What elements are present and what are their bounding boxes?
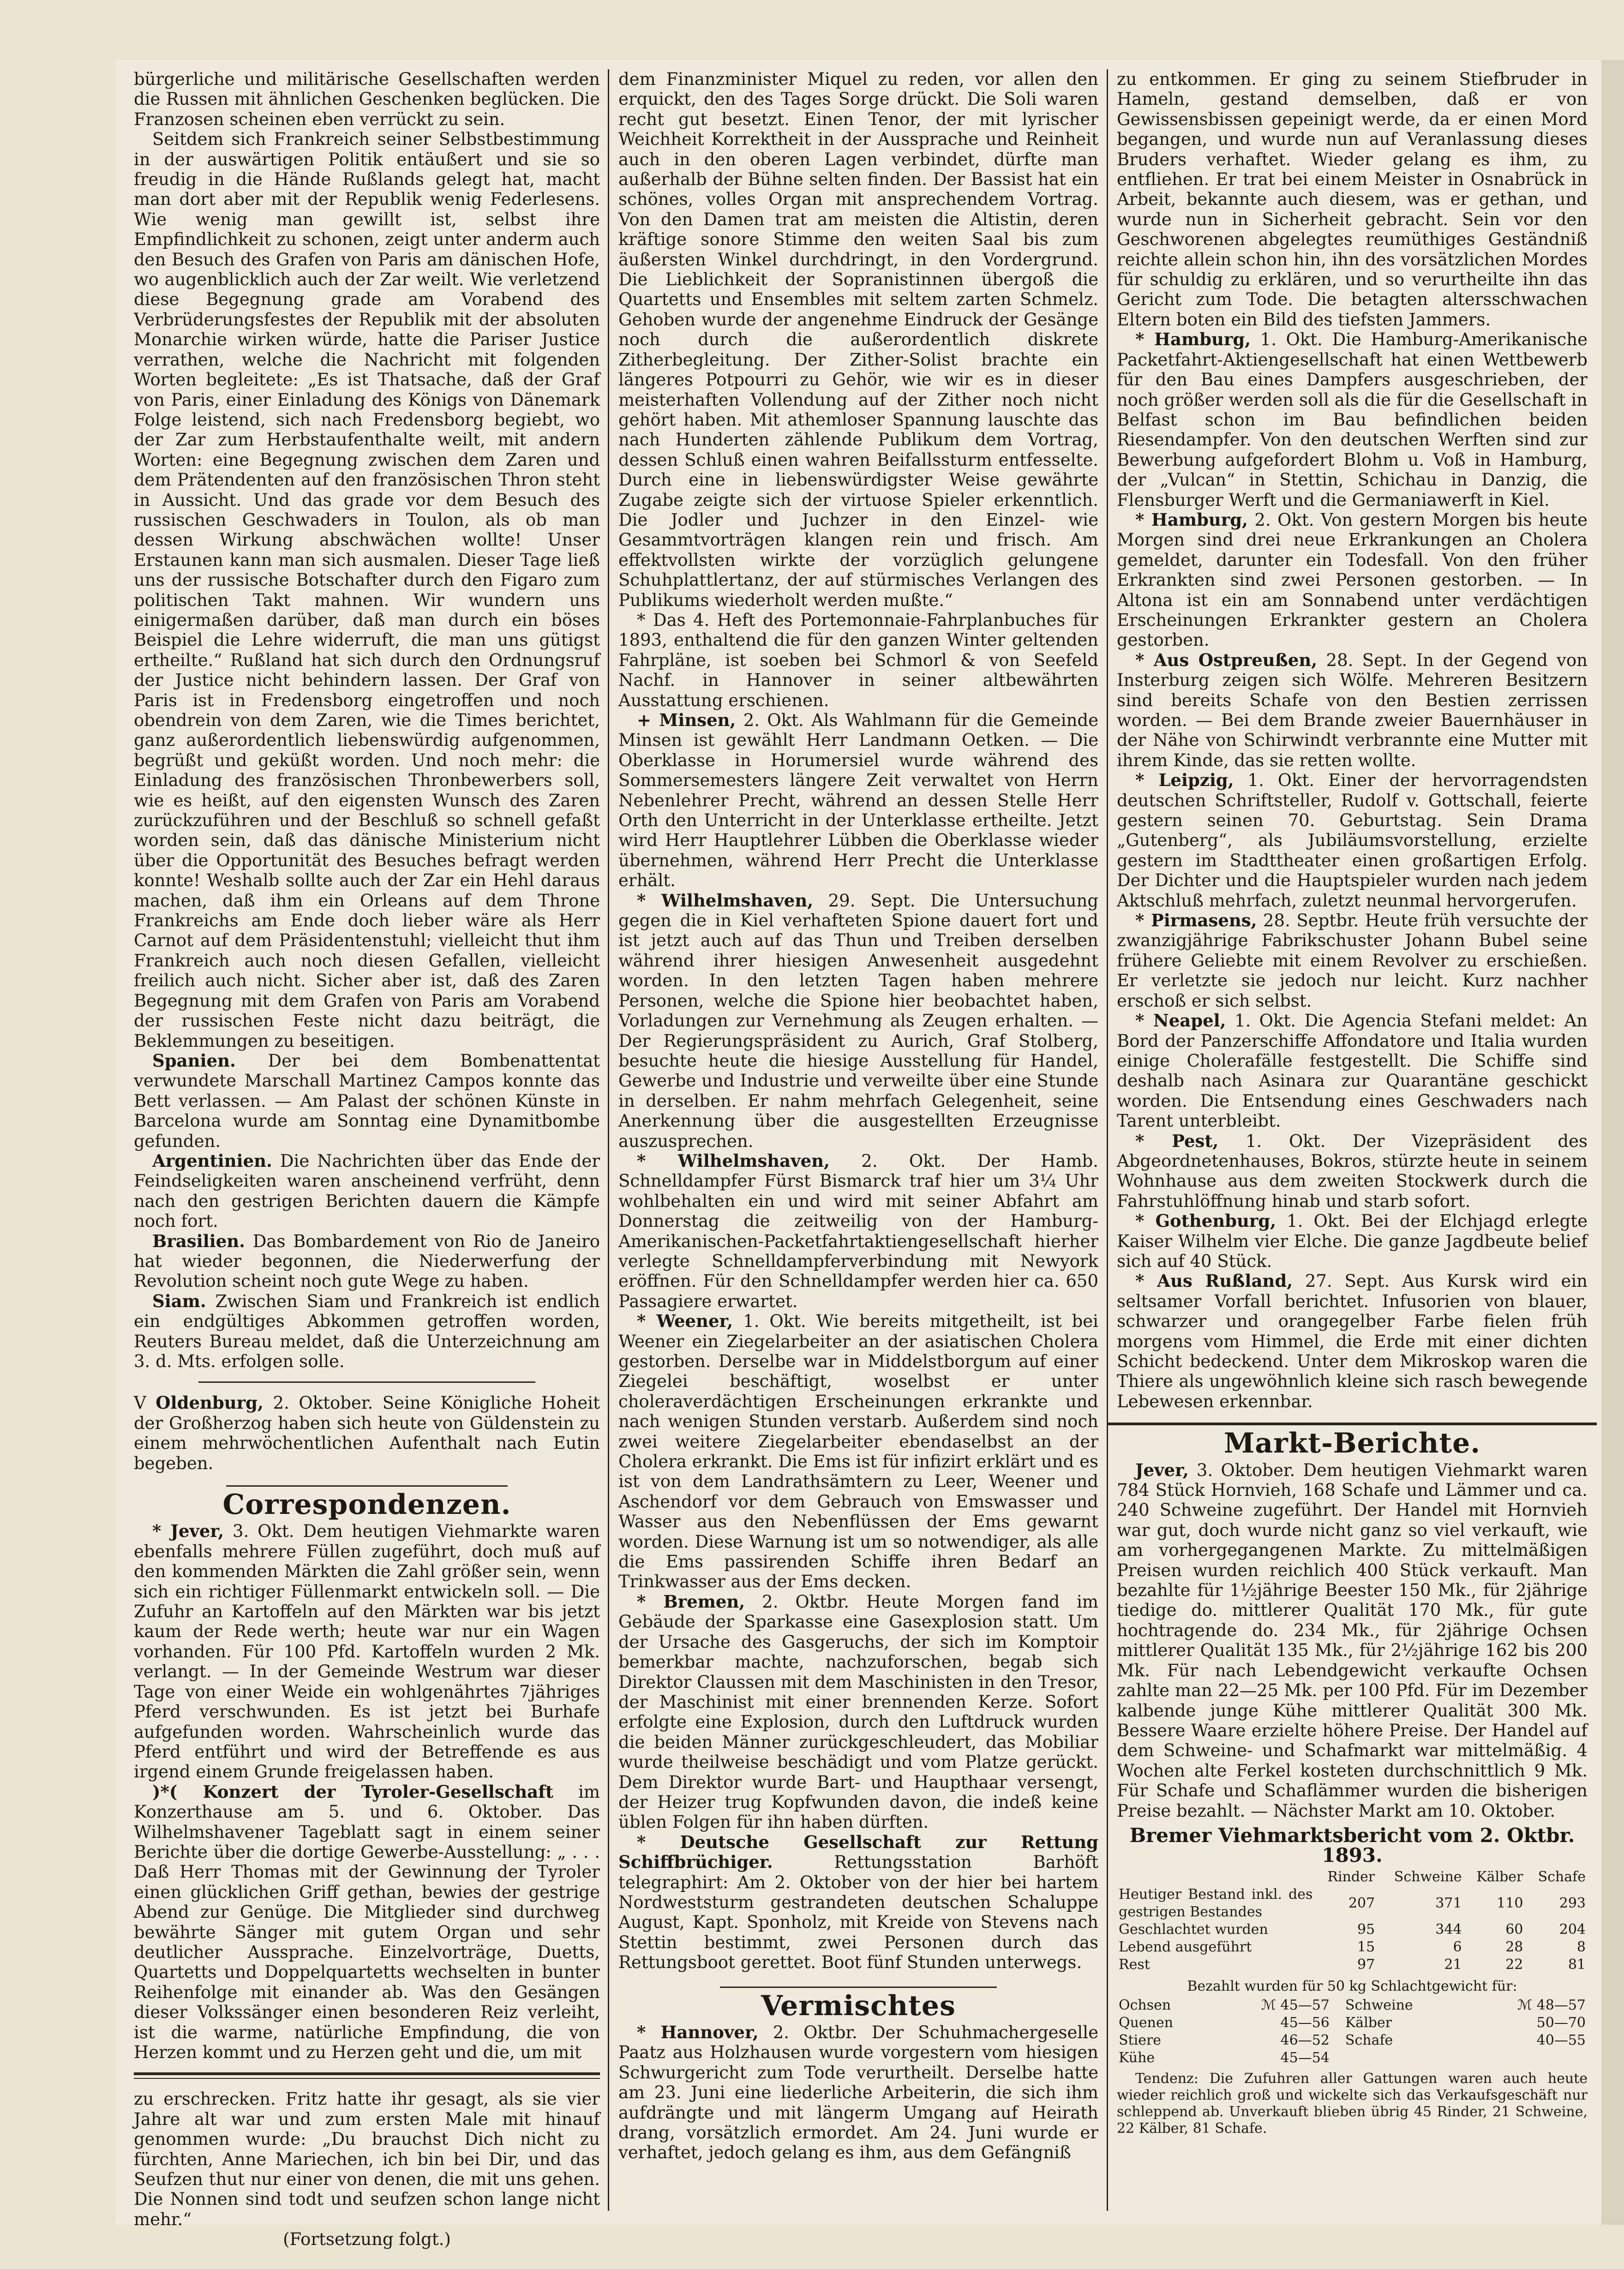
column-divider-1	[608, 69, 609, 2211]
table-row	[1117, 1886, 1588, 1921]
item-text: 2. Okt. Als Wahlmann für die Gemeinde Minsen ist gewählt Herr Landmann Oetken. — Die Oberklasse in Horumersiel wurde während des Sommersemesters längere Zeit verwaltet von Herrn Nebenlehrer Precht, während an dessen Stelle Herr Orth den Unterricht in der Unterklasse ertheilte. Jetzt wird Herr Hauptlehrer Lübben die Oberklasse wieder übernehmen, während Herr Precht die Unterklasse erhält.	[618, 710, 1098, 891]
item-place: * Bremen,	[637, 1591, 745, 1612]
news-item-russland	[1117, 1271, 1588, 1411]
item-text: 1. Okt. Die Hamburg-Amerikanische Packetfahrt-Aktiengesellschaft hat einen Wettbewerb für den Bau eines Dampfers ausgeschrieben, der noch größer werden soll als die für die Gesellschaft in Belfast schon im Bau befindlichen beiden Riesendampfer. Von den deutschen Werften sind zur Bewerbung aufgefordert Blohm u. Voß in Hamburg, der „Vulcan“ in Stettin, Schichau in Danzig, die Flensburger Werft und die Germaniawerft in Kiel.	[1117, 330, 1588, 510]
table-cell: Geschlachtet wurden	[1119, 1921, 1268, 1938]
table-cell: Rest	[1119, 1956, 1150, 1973]
country-item-siam	[134, 1291, 600, 1372]
item-text: 3. Okt. Dem heutigen Viehmarkte waren ebenfalls mehrere Füllen zugeführt, doch muß auf den kommenden Märkten die Zahl größer sein, wenn sich ein richtiger Füllenmarkt entwickeln soll. — Die Zufuhr an Kartoffeln auf den Märkten war bis jetzt kaum der Rede werth; heute war nur ein Wagen vorhanden. Für 100 Pfd. Kartoffeln wurden 2 Mk. verlangt. — In der Gemeinde Westrum war dieser Tage von einer Weide ein wohlgenährtes 7jähriges Pferd verschwunden. Es ist jetzt bei Burhafe aufgefunden worden. Wahrscheinlich wurde das Pferd entführt und wird der Betreffende es aus irgend einem Grunde freigelassen haben.	[134, 1521, 600, 1782]
table-cell: 40—55	[1536, 2032, 1586, 2048]
item-text: Rettungsstation Barhöft telegraphirt: Am 2. Oktober von der hier bei hartem Nordweststurm gestrandeten deutschen Schaluppe August, Kapt. Sponholz, mit Kreide von Stevens nach Stettin bestimmt, zwei Personen durch das Rettungsboot gerettet. Boot fünf Stunden unterwegs.	[618, 1852, 1098, 1973]
news-item-ostpreussen	[1117, 650, 1588, 770]
table-cell: ℳ 48—57	[1517, 1997, 1586, 2013]
item-place: * Gothenburg,	[1135, 1211, 1276, 1231]
separator-line	[720, 1987, 997, 1988]
item-place: * Aus Ostpreußen,	[1135, 649, 1318, 670]
table-row	[1117, 1997, 1588, 2014]
column-divider-2	[1107, 69, 1108, 2211]
item-place: * Hannover,	[637, 2022, 759, 2042]
page-edge-shadow	[1601, 60, 1624, 2225]
country-text: Das Bombardement von Rio de Janeiro hat wieder begonnen, die Niederwerfung der Revolution scheint noch gute Wege zu haben.	[134, 1231, 600, 1291]
table-cell: 204	[1559, 1921, 1586, 1938]
item-place: * Aus Rußland,	[1135, 1271, 1293, 1291]
item-text: 2. Okt. Der Hamb. Schnelldampfer Fürst Bismarck traf hier um 3¼ Uhr wohlbehalten ein und wird mit seiner Abfahrt am Donnerstag die zeitweilig von der Hamburg-Amerikanischen-Packetfahrtaktiengesellschaft hierher verlegte Schnelldampferverbindung mit Newyork eröffnen. Für den Schnelldampfer werden hier ca. 650 Passagiere erwartet.	[618, 1151, 1098, 1311]
misc-item-hannover	[618, 2023, 1098, 2163]
table-cell: 50—70	[1536, 2014, 1586, 2031]
newspaper-page	[115, 60, 1601, 2250]
item-text: 1. Okt. Einer der hervorragendsten deutschen Schriftsteller, Rudolf v. Gottschall, feierte gestern seinen 70. Geburtstag. Sein Drama „Gutenberg“, als Jubiläumsvorstellung, erzielte gestern im Stadttheater einen großartigen Erfolg. Der Dichter und die Hauptspieler wurden nach jedem Aktschluß mehrfach, zuletzt neunmal hervorgerufen.	[1117, 770, 1588, 911]
column-1	[134, 69, 600, 2250]
table-cell: 81	[1568, 1956, 1586, 1973]
table-cell: 293	[1559, 1895, 1586, 1911]
table-cell: 344	[1435, 1921, 1462, 1938]
table-cell: Kühe	[1119, 2049, 1155, 2066]
market-separator	[1108, 1423, 1597, 1425]
country-text: Zwischen Siam und Frankreich ist endlich ein endgültiges Abkommen getroffen worden, Reuters Bureau meldet, daß die Unterzeichnung am 3. d. Mts. erfolgen solle.	[134, 1291, 600, 1371]
table-header: Schweine	[1394, 1868, 1462, 1885]
column-3	[1117, 69, 1588, 2220]
country-item-brazil	[134, 1231, 600, 1291]
country-name: Spanien.	[152, 1050, 236, 1071]
item-place: * Pest,	[1135, 1130, 1219, 1151]
item-place: * Weener,	[637, 1311, 733, 1332]
news-item-minsen	[618, 710, 1098, 891]
country-name: Siam.	[152, 1291, 206, 1311]
table-header	[1117, 1868, 1314, 1886]
table-row	[1117, 1939, 1588, 1956]
item-text: 2. Oktbr. Der Schuhmachergeselle Paatz aus Holzhausen wurde vorgestern vom hiesigen Schwurgericht zum Tode verurtheilt. Derselbe hatte am 23. Juni eine liederliche Arbeiterin, die sich ihm aufdrängte und mit längerm Umgang auf Heirath drang, vorsätzlich ermordet. Am 24. Juni wurde er verhaftet, jedoch gelang es ihm, aus dem Gefängniß	[618, 2023, 1098, 2163]
item-text: 29. Sept. Die Untersuchung gegen die in Kiel verhafteten Spione dauert fort und ist jetzt auch auf das Thun und Treiben derselben während ihrer hiesigen Anwesenheit ausgedehnt worden. In den letzten Tagen haben mehrere Personen, welche die Spione hier beobachtet haben, Vorladungen zur Vernehmung als Zeugen erhalten. — Der Regierungspräsident zu Aurich, Graf Stolberg, besuchte heute die hiesige Ausstellung für Handel, Gewerbe und Industrie und verweilte über eine Stunde in derselben. Er nahm mehrfach Gelegenheit, seine Anerkennung über die ausgestellten Erzeugnisse auszusprechen.	[618, 890, 1099, 1151]
item-place: * Deutsche Gesellschaft zur Rettung Schiffbrüchiger.	[618, 1831, 1098, 1873]
country-item-spain	[134, 1051, 600, 1151]
col1-paragraph: bürgerliche und militärische Gesellschaften werden die Russen mit ähnlichen Geschenken beglücken. Die Franzosen scheinen eben verrückt zu sein.	[134, 69, 600, 129]
col2-paragraph: * Das 4. Heft des Portemonnaie-Fahrplanbuches für 1893, enthaltend die für den ganzen Winter geltenden Fahrpläne, ist soeben bei Schmorl & von Seefeld Nachf. in Hannover in seiner altbewährten Ausstattung erschienen.	[618, 610, 1098, 710]
item-place: * Hamburg,	[1135, 509, 1248, 530]
table-cell: 21	[1444, 1956, 1462, 1973]
item-place: * Wilhelmshaven,	[637, 1150, 830, 1171]
table-cell: 207	[1348, 1895, 1375, 1911]
item-text: 1. Okt. Wie bereits mitgetheilt, ist bei Weener ein Ziegelarbeiter an der asiatischen Cholera gestorben. Derselbe war in Middelstborgum auf einer Ziegelei beschäftigt, woselbst er unter choleraverdächtigen Erscheinungen erkrankte und nach wenigen Stunden verstarb. Außerdem sind noch zwei weitere Ziegelarbeiter ebendaselbst an der Cholera erkrankt. Die Ems ist für infizirt erklärt und es ist von dem Landrathsämtern zu Leer, Weener und Aschendorf vor dem Gebrauch von Emswasser und Wasser aus den Nebenflüssen der Ems gewarnt worden. Diese Warnung ist um so notwendiger, als alle die Ems passirenden Schiffe ihren Bedarf an Trinkwasser aus der Ems decken.	[618, 1311, 1098, 1592]
table-cell: Lebend ausgeführt	[1119, 1939, 1252, 1955]
bremen-report-title: Bremer Viehmarktsbericht vom 2. Oktbr. 1893.	[1129, 1824, 1575, 1867]
news-item-wilhelmshaven	[618, 891, 1098, 1151]
news-item-pest	[1117, 1131, 1588, 1212]
item-place: * Neapel,	[1135, 1010, 1226, 1031]
misc-title: Vermischtes	[761, 1989, 956, 2022]
item-place: )*( Konzert der Tyroler-Gesellschaft	[152, 1781, 554, 1802]
table-cell: Kälber	[1345, 2014, 1392, 2031]
item-text: 1. Okt. Bei der Elchjagd erlegte Kaiser Wilhelm vier Elche. Die ganze Jagdbeute belief sich auf 40 Stück.	[1117, 1211, 1588, 1271]
table-cell: ℳ 45—57	[1261, 1997, 1330, 2013]
country-name: Brasilien.	[152, 1231, 246, 1251]
item-place: * Wilhelmshaven,	[637, 890, 814, 911]
table-cell: Schafe	[1345, 2032, 1393, 2048]
market-item-jever	[1117, 1460, 1588, 1821]
news-item-wilhelmshaven-2	[618, 1151, 1098, 1311]
table-cell: 22	[1505, 1956, 1523, 1973]
news-item-neapel	[1117, 1011, 1588, 1131]
news-item-weener	[618, 1311, 1098, 1592]
table-cell	[1469, 2049, 1588, 2067]
item-text: 1. Okt. Die Agencia Stefani meldet: An Bord der Panzerschiffe Affondatore und Italia wurden einige Cholerafälle festgestellt. Die Schiffe sind deshalb nach Asinara zur Quarantäne geschickt worden. Die Entsendung eines Geschwaders nach Tarent unterbleibt.	[1117, 1011, 1588, 1131]
oldenburg-text: 2. Oktober. Seine Königliche Hoheit der Großherzog haben sich heute von Güldenstein zu einem mehrwöchentlichen Aufenthalt nach Eutin begeben.	[134, 1393, 600, 1473]
country-name: Argentinien.	[152, 1150, 272, 1171]
item-place: Jever,	[1135, 1459, 1189, 1480]
item-text: 28. Septbr. Heute früh versuchte der zwanzigjährige Fabrikschuster Johann Bubel seine frühere Geliebte mit einem Revolver zu erschießen. Er verletzte sie jedoch nur leicht. Kurz nachher erschoß er sich selbst.	[1117, 911, 1588, 1011]
column-2	[618, 69, 1098, 2220]
item-text: 27. Sept. Aus Kursk wird ein seltsamer Vorfall berichtet. Infusorien von blauer, schwarzer und orangegelber Farbe fielen früh morgens vom Himmel, die Erde mit einer dichten Schicht bedeckend. Unter dem Mikroskop waren die Thiere als ungewöhnlich kleine sich rasch bewegende Lebewesen erkennbar.	[1117, 1271, 1588, 1411]
table-cell	[1331, 2049, 1469, 2067]
news-item-gothenburg	[1117, 1211, 1588, 1271]
table-cell: 45—56	[1280, 2014, 1330, 2031]
table-cell: 6	[1453, 1939, 1462, 1955]
market-title: Markt-Berichte.	[1223, 1427, 1481, 1460]
item-place: * Leipzig,	[1135, 770, 1234, 791]
table-row	[1117, 2049, 1588, 2067]
item-text: im Konzerthause am 5. und 6. Oktober. Das Wilhelmshavener Tageblatt sagt in einem seiner Berichte über die dortige Gewerbe-Ausstellung: „ . . . Daß Herr Thomas mit der Gewinnung der Tyroler einen glücklichen Griff gethan, bewies der gestrige Abend zur Genüge. Die Mitglieder sind durchweg bewährte Sänger mit gutem Organ und sehr deutlicher Aussprache. Einzelvorträge, Duetts, Quartetts und Doppelquartetts wechselten in bunter Reihenfolge mit einander ab. Was den Gesängen dieser Volkssänger einen besonderen Reiz verleiht, ist die warme, natürliche Empfindung, die von Herzen kommt und zu Herzen geht und die, um mit	[134, 1782, 600, 2062]
news-item-bremen	[618, 1592, 1098, 1832]
news-item-hamburg	[1117, 330, 1588, 510]
table-row	[1117, 2014, 1588, 2032]
serial-separator	[134, 2072, 600, 2075]
country-text: Die Nachrichten über das Ende der Feindseligkeiten waren anscheinend verfrüht, denn nach den gestrigen Berichten dauern die Kämpfe noch fort.	[134, 1151, 600, 1231]
table-cell: Stiere	[1119, 2032, 1162, 2048]
news-item-pirmasens	[1117, 911, 1588, 1011]
serial-text: zu erschrecken. Fritz hatte ihr gesagt, als sie vier Jahre alt war und zum ersten Male mit hinauf genommen wurde: „Du brauchst Dich nicht zu fürchten, Anne Mariechen, ich bin bei Dir, und das Seufzen thut nur einer von denen, die mit uns gehen. Die Nonnen sind todt und seufzen schon lange nicht mehr.“	[134, 2089, 600, 2229]
item-text: 28. Sept. In der Gegend von Insterburg zeigen sich Wölfe. Mehreren Besitzern sind bereits Schafe von den Bestien zerrissen worden. — Bei dem Brande zweier Bauernhäuser in der Nähe von Schirwindt verbrannte eine Mutter mit ihrem Kinde, das sie retten wollte.	[1117, 650, 1588, 770]
news-item-rescue	[618, 1832, 1098, 1973]
table-cell: Ochsen	[1119, 1997, 1171, 2013]
table-header: Kälber	[1476, 1868, 1523, 1885]
item-text: 3. Oktober. Dem heutigen Viehmarkt waren 784 Stück Hornvieh, 168 Schafe und Lämmer und ca. 240 Schweine zugeführt. Der Handel mit Hornvieh war gut, doch wurde nicht ganz so viel verkauft, wie am vorhergegangenen Markte. Zu mittelmäßigen Preisen wurden reichlich 400 Stück verkauft. Man bezahlte für 1½jährige Beester 150 Mk., für 2jährige tiedige do. mittlerer Qualität 170 Mk., für gute hochtragende do. 234 Mk., für 2jährige Ochsen mittlerer Qualität 135 Mk., für 2½jährige 162 bis 200 Mk. Für nach Lebendgewicht verkaufte Ochsen zahlte man 22—25 Mk. per 100 Pfd. Für im Dezember kalbende junge Kühe mittlerer Qualität 300 Mk. Bessere Waare erzielte höhere Preise. Der Handel auf dem Schweine- und Schafmarkt war mittelmäßig. 4 Wochen alte Ferkel kosteten durchschnittlich 9 Mk. Für Schafe und Schaflämmer wurden die bisherigen Preise bezahlt. — Nächster Markt am 10. Oktober.	[1117, 1460, 1588, 1821]
news-item-leipzig	[1117, 770, 1588, 911]
item-text: 2. Okt. Von gestern Morgen bis heute Morgen sind drei neue Erkrankungen an Cholera gemeldet, darunter ein Todesfall. Von den früher Erkrankten sind zwei Personen gestorben. — In Altona ist ein am Sonnabend unter verdächtigen Erscheinungen Erkrankter gestern an Cholera gestorben.	[1117, 510, 1588, 650]
table-row	[1117, 1921, 1588, 1939]
price-title: Bezahlt wurden für 50 kg Schlachtgewicht für:	[1187, 1978, 1517, 1994]
col1-paragraph: Seitdem sich Frankreich seiner Selbstbestimmung in der auswärtigen Politik entäußert und sie so freudig in die Hände Rußlands gelegt hat, macht man dort aber mit der Republik wenig Federlesens. Wie wenig man gewillt ist, selbst ihre Empfindlichkeit zu schonen, zeigt unter anderm auch den Besuch des Grafen von Paris am dänischen Hofe, wo augenblicklich auch der Zar weilt. Wie verletzend diese Begegnung grade am Vorabend des Verbrüderungsfestes der Republik mit der absoluten Monarchie wirken würde, hatte die Pariser Justice verrathen, welche die Nachricht mit folgenden Worten begleitete: „Es ist Thatsache, daß der Graf von Paris, einer Einladung des Königs von Dänemark Folge leistend, sich nach Fredensborg begiebt, wo der Zar zum Herbstaufenthalte weilt, mit andern Worten: eine Begegnung zwischen dem Zaren und dem Prätendenten auf den französischen Thron steht in Aussicht. Und das grade vor dem Besuch des russischen Geschwaders in Toulon, als ob man dessen Wirkung abschwächen wollte! Unser Erstaunen kann man sich ausmalen. Dieser Tage ließ uns der russische Botschafter durch den Figaro zum politischen Takt mahnen. Wir wundern uns einigermaßen darüber, daß man durch ein böses Beispiel die Lehre widerruft, die man uns gütigst ertheilte.“ Rußland hat sich durch den Ordnungsruf der Justice nicht behindern lassen. Der Graf von Paris ist in Fredensborg eingetroffen und noch obendrein von dem Zaren, wie die Times berichtet, ganz außerordentlich liebenswürdig aufgenommen, begrüßt und geküßt worden. Und noch mehr: die Einladung des französischen Thronbewerbers soll, wie es heißt, auf den eigensten Wunsch des Zaren zurückzuführen und der Beschluß so schnell gefaßt worden sein, daß das dänische Ministerium nicht über die Opportunität des Besuches befragt werden konnte! Weshalb sollte auch der Zar ein Hehl daraus machen, daß ihm ein Orleans auf dem Throne Frankreichs am Ende doch lieber wäre als Herr Carnot auf dem Präsidentenstuhl; vielleicht thut ihm Frankreich auch noch diesen Gefallen, vielleicht freilich auch nicht. Sicher aber ist, daß des Zaren Begegnung mit dem Grafen von Paris am Vorabend der russischen Feste nicht dazu beiträgt, die Beklemmungen zu beseitigen.	[134, 129, 600, 1051]
table-cell: 15	[1357, 1939, 1375, 1955]
table-cell: 97	[1357, 1956, 1375, 1973]
col3-paragraph: zu entkommen. Er ging zu seinem Stiefbruder in Hameln, gestand demselben, daß er von Gewissensbissen gepeinigt werde, da er einen Mord begangen, und wurde nun auf Veranlassung dieses Bruders verhaftet. Wieder gelang es ihm, zu entfliehen. Er trat bei einem Meister in Osnabrück in Arbeit, bekannte auch diesem, was er gethan, und wurde nun in Sicherheit gebracht. Sein vor den Geschworenen abgelegtes reumüthiges Geständniß reichte allein schon hin, ihn des vorsätzlichen Mordes für schuldig zu erklären, und so verurtheilte ihn das Gericht zum Tode. Die betagten altersschwachen Eltern boten ein Bild des tiefsten Jammers.	[1117, 69, 1588, 330]
serial-continued: (Fortsetzung folgt.)	[283, 2229, 451, 2250]
correspondence-item	[134, 1782, 600, 2063]
country-item-argentina	[134, 1151, 600, 1231]
table-cell: 60	[1505, 1921, 1523, 1938]
table-cell: 371	[1435, 1895, 1462, 1911]
item-text: 1. Okt. Der Vizepräsident des Abgeordnetenhauses, Bokros, stürzte heute in seinem Wohnhause aus dem zweiten Stockwerk durch die Fahrstuhlöffnung hinab und starb sofort.	[1117, 1131, 1588, 1211]
separator-line	[198, 1381, 535, 1383]
item-place: * Jever,	[152, 1521, 224, 1542]
table-row	[1117, 2032, 1588, 2049]
table-cell: Schweine	[1345, 1997, 1413, 2013]
table-header: Rinder	[1327, 1868, 1375, 1885]
oldenburg-item	[134, 1393, 600, 1473]
col2-paragraph: dem Finanzminister Miquel zu reden, vor allen den erquickt, den des Tages Sorge drückt. Die Soli waren recht gut besetzt. Einen Tenor, der mit lyrischer Weichheit Korrektheit in der Aussprache und Reinheit auch in den oberen Lagen verbindet, dürfte man außerhalb der Bühne selten finden. Der Bassist hat ein schönes, volles Organ mit ansprechendem Vortrag. Von den Damen trat am meisten die Altistin, deren kräftige sonore Stimme den weiten Saal bis zum äußersten Winkel durchdringt, in den Vordergrund. Die Lieblichkeit der Sopranistinnen übergoß die Quartetts und Ensembles mit seltem zarten Schmelz. Gehoben wurde der angenehme Eindruck der Gesänge noch durch die außerordentlich diskrete Zitherbegleitung. Der Zither-Solist brachte ein längeres Potpourri zu Gehör, wie wir es in dieser meisterhaften Vollendung auf der Zither noch nicht gehört haben. Mit athemloser Spannung lauschte das nach Hunderten zählende Publikum dem Vortrag, dessen Schluß einen wahren Beifallssturm entfesselte. Durch eine in liebenswürdigster Weise gewährte Zugabe zeigte sich der virtuose Spieler erkenntlich. Die Jodler und Juchzer in den Einzel- wie Gesammtvorträgen klangen rein und frisch. Am effektvollsten wirkte der vorzüglich gelungene Schuhplattlertanz, der auf stürmisches Verlangen des Publikums wiederholt werden mußte.“	[618, 69, 1098, 610]
bremen-report-table	[1117, 1868, 1588, 1974]
serial-separator-thin	[134, 2078, 600, 2079]
table-header: Schafe	[1538, 1868, 1586, 1885]
item-place: * Hamburg,	[1135, 329, 1251, 350]
table-header-row	[1117, 1868, 1588, 1886]
table-cell: 110	[1497, 1895, 1523, 1911]
table-cell: 28	[1505, 1939, 1523, 1955]
separator-line	[226, 1485, 508, 1487]
item-text: 2. Oktbr. Heute Morgen fand im Gebäude der Sparkasse eine Gasexplosion statt. Um der Ursache des Gasgeruchs, der sich im Komptoir bemerkbar machte, nachzuforschen, begab sich Direktor Claussen mit dem Maschinisten in den Tresor, der Maschinist mit einer brennenden Kerze. Sofort erfolgte eine Explosion, durch den Luftdruck wurden die beiden Männer zurückgeschleudert, das Mobiliar wurde theilweise beschädigt und vom Platze gerückt. Dem Direktor wurde Bart- und Haupthaar versengt, der Heizer trug Kopfwunden davon, die indeß keine üblen Folgen für ihn haben dürften.	[618, 1591, 1098, 1832]
table-cell: Heutiger Bestand inkl. des gestrigen Bestandes	[1119, 1886, 1313, 1920]
table-cell: 8	[1576, 1939, 1586, 1955]
correspondence-title: Correspondenzen.	[222, 1489, 511, 1521]
country-text: Der bei dem Bombenattentat verwundete Marschall Martinez Campos konnte das Bett verlassen. — Am Palast der schönen Künste in Barcelona wurde am Sonntag eine Dynamitbombe gefunden.	[134, 1050, 600, 1151]
table-row	[1117, 1956, 1588, 1974]
oldenburg-place: Oldenburg,	[156, 1393, 264, 1413]
table-cell: 45—54	[1280, 2049, 1330, 2066]
price-table	[1117, 1997, 1588, 2067]
oldenburg-mark: V	[134, 1393, 146, 1413]
table-cell: 95	[1357, 1921, 1375, 1938]
news-item-hamburg-2	[1117, 510, 1588, 650]
item-place: * Pirmasens,	[1135, 910, 1257, 931]
table-cell: Quenen	[1119, 2014, 1174, 2031]
correspondence-item	[134, 1521, 600, 1782]
item-place: + Minsen,	[637, 710, 736, 730]
tendency-note: Tendenz: Die Zufuhren aller Gattungen waren auch heute wieder reichlich groß und wickelte sich das Verkaufsgeschäft nur schleppend ab. Unverkauft blieben übrig 45 Rinder, 21 Schweine, 22 Kälber, 81 Schafe.	[1117, 2070, 1588, 2137]
table-cell: 46—52	[1280, 2032, 1330, 2048]
